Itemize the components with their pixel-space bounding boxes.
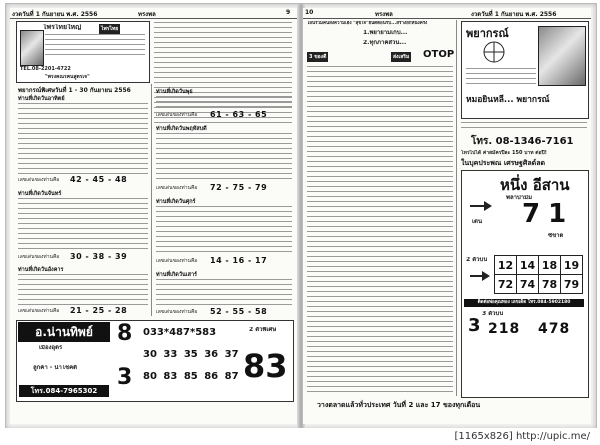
left-header-title: ทรงพล bbox=[138, 11, 156, 18]
ad-logo: ไพรไทย bbox=[101, 26, 119, 32]
right-page-header bbox=[303, 8, 591, 19]
sunday-heading: ท่านที่เกิดวันอาทิตย์ bbox=[18, 96, 65, 102]
grid-row bbox=[495, 275, 583, 294]
friday-text bbox=[156, 206, 292, 256]
three-digit-b: 478 bbox=[538, 321, 571, 337]
grid-cell: 74 bbox=[517, 275, 539, 294]
otop-label: OTOP bbox=[423, 49, 455, 60]
saturday-numbers-label: เลขเด่นของท่านคือ bbox=[156, 309, 198, 315]
monday-numbers-label: เลขเด่นของท่านคือ bbox=[18, 254, 60, 260]
right-page-footer: วางตลาดแล้วทั่วประเทศ วันที่ 2 และ 17 ของทุกเดือน bbox=[317, 401, 481, 409]
watermark: [1165x826] http://upic.me/ bbox=[0, 428, 600, 445]
astrology-subtitle: หมอยินหลี... พยากรณ์ bbox=[466, 95, 550, 105]
lotto-name: หนึ่ง อีสาน bbox=[500, 176, 570, 194]
forecast-heading: พยากรณ์พิเศษวันที่ 1 - 30 กันยายน 2556 bbox=[18, 87, 131, 94]
right-header-title: ทรงพล bbox=[375, 11, 393, 18]
astrology-promo: ในบุคประพณ เศรษฐศิลด์ลด bbox=[461, 159, 546, 167]
two-digit-grid bbox=[494, 255, 583, 294]
astrology-box bbox=[461, 21, 589, 119]
astrology-title: พยากรณ์ bbox=[466, 27, 509, 40]
left-page bbox=[10, 8, 298, 424]
special-label: 2 ตัวพิเศษ bbox=[249, 327, 277, 333]
tuesday-numbers-label: เลขเด่นของท่านคือ bbox=[18, 308, 60, 314]
tuesday-heading: ท่านที่เกิดวันอังคาร bbox=[18, 267, 64, 273]
seer-place: เมืองอุดร bbox=[39, 345, 63, 351]
astrology-text bbox=[466, 68, 536, 88]
monday-text bbox=[18, 198, 148, 253]
lead-digit-top: 8 bbox=[117, 321, 133, 346]
grid-cell: 78 bbox=[539, 275, 561, 294]
three-digit-label: 3 ตัวบน bbox=[482, 311, 504, 317]
right-page-number: 10 bbox=[305, 9, 314, 16]
tuesday-numbers: 21 - 25 - 28 bbox=[70, 306, 128, 315]
thursday-numbers-label: เลขเด่นของท่านคือ bbox=[156, 185, 198, 191]
bottom-lotto-ad bbox=[16, 320, 294, 402]
friday-numbers-label: เลขเด่นของท่านคือ bbox=[156, 258, 198, 264]
grid-cell: 18 bbox=[539, 256, 561, 275]
friday-heading: ท่านที่เกิดวันศุกร์ bbox=[156, 199, 196, 205]
grid-row bbox=[495, 256, 583, 275]
pointing-hand-icon bbox=[468, 197, 494, 215]
saturday-numbers: 52 - 55 - 58 bbox=[210, 307, 268, 316]
grid-cell: 72 bbox=[495, 275, 517, 294]
monday-numbers: 30 - 38 - 39 bbox=[70, 252, 128, 261]
otop-left-badge: 3 ของดี bbox=[309, 54, 327, 60]
saturday-heading: ท่านที่เกิดวันเสาร์ bbox=[156, 272, 198, 278]
lead-number: 71 bbox=[522, 199, 575, 229]
left-page-header bbox=[10, 8, 298, 19]
grid-cell: 79 bbox=[561, 275, 583, 294]
seer-sub: ลูกค้า - น่าโชคดี bbox=[33, 365, 78, 371]
saturday-text bbox=[156, 279, 292, 309]
pointing-hand-icon-2 bbox=[468, 267, 492, 285]
astrology-address bbox=[461, 122, 587, 132]
pair-value: 30 bbox=[143, 349, 157, 360]
sunday-numbers: 42 - 45 - 48 bbox=[70, 175, 128, 184]
wednesday-text-top bbox=[156, 96, 292, 111]
seer-phone: โทร.084-7965302 bbox=[19, 385, 109, 397]
lotto-box bbox=[461, 170, 589, 398]
grid-cell: 12 bbox=[495, 256, 517, 275]
sunday-numbers-label: เลขเด่นของท่านคือ bbox=[18, 177, 60, 183]
pair-value: 86 bbox=[204, 371, 219, 382]
grid-cell: 14 bbox=[517, 256, 539, 275]
pair-value: 33 bbox=[163, 349, 178, 360]
pair-value: 83 bbox=[163, 371, 178, 382]
wednesday-numbers: 61 - 63 - 65 bbox=[210, 110, 268, 119]
astrology-price: โทรไปได้ ค่าสมัครปีละ 150 บาท ต่อปี! bbox=[461, 150, 547, 156]
ad-text-lines bbox=[45, 34, 145, 59]
pair-value: 37 bbox=[224, 349, 239, 360]
wednesday-numbers-label: เลขเด่นของท่านคือ bbox=[156, 112, 198, 118]
two-digit-label: 2 ตัวบน bbox=[466, 257, 488, 263]
tuesday-text bbox=[18, 274, 148, 309]
right-page bbox=[303, 8, 591, 424]
thursday-text bbox=[156, 133, 292, 183]
pair-value: 85 bbox=[183, 371, 198, 382]
otop-mid-badge: ส่งเสริม bbox=[393, 54, 410, 60]
lotto-note: ติดต่อพ่อคุณทอง เลขเด็ด โทร.084-5902180 bbox=[464, 299, 584, 307]
monday-heading: ท่านที่เกิดวันจันทร์ bbox=[18, 191, 62, 197]
right-header-date: งวดวันที่ 1 กันยายน พ.ศ. 2556 bbox=[471, 11, 557, 18]
lotto-rule: พลาบ่ามีม bbox=[506, 195, 533, 201]
scanned-spread bbox=[5, 3, 597, 430]
astrology-phone: โทร. 08-1346-7161 bbox=[471, 136, 574, 147]
astrologer-photo bbox=[538, 26, 586, 86]
top-ad-box bbox=[16, 21, 150, 83]
pair-value: 80 bbox=[143, 371, 157, 382]
column-divider bbox=[151, 84, 152, 316]
three-digit-row: 033*487*583 bbox=[143, 327, 217, 338]
sunday-text bbox=[18, 103, 148, 178]
pair-row-1 bbox=[143, 349, 239, 360]
intro-headline: ไลน์รวมคนส่งความเฮง "สุขใจ"ยินดีตอนรับ...สร้างอีกหนึ่งครั้ง bbox=[307, 21, 428, 26]
right-article-text bbox=[307, 66, 453, 396]
left-header-date: งวดวันที่ 1 กันยายน พ.ศ. 2556 bbox=[12, 11, 98, 18]
three-digit-a: 218 bbox=[488, 321, 521, 337]
tail-label: ซีขาด bbox=[548, 233, 564, 239]
seer-name: อ.น่านทิพย์ bbox=[18, 322, 110, 342]
pair-row-2 bbox=[143, 371, 239, 382]
special-number: 83 bbox=[243, 347, 288, 385]
otop-line-1: 1.พยายามเก็บ... bbox=[363, 30, 408, 36]
left-page-number: 9 bbox=[286, 9, 291, 16]
zodiac-wheel-icon bbox=[482, 40, 506, 64]
thursday-numbers: 72 - 75 - 79 bbox=[210, 183, 268, 192]
right-column-divider bbox=[456, 20, 457, 396]
grid-cell: 19 bbox=[561, 256, 583, 275]
lead-digit-bottom: 3 bbox=[117, 365, 133, 390]
otop-line-2: 2.ทุกภาคส่วน... bbox=[363, 40, 407, 46]
pair-value: 87 bbox=[224, 371, 239, 382]
thursday-heading: ท่านที่เกิดวันพฤหัสบดี bbox=[156, 126, 207, 132]
ad-phone: TEL.08-2201-4722 bbox=[20, 66, 71, 72]
ad-photo bbox=[20, 30, 44, 66]
ad-name: ไพรไทยใหญ่ bbox=[43, 24, 82, 30]
three-digit-arrow: 3 bbox=[468, 315, 481, 336]
pair-value: 35 bbox=[183, 349, 198, 360]
ad-caption: "พรงคณรคนสูตรเจ" bbox=[45, 74, 90, 80]
lead-label: เด่น bbox=[472, 219, 483, 225]
friday-numbers: 14 - 16 - 17 bbox=[210, 256, 268, 265]
pair-value: 36 bbox=[204, 349, 219, 360]
wednesday-heading: ท่านที่เกิดวันพุธ bbox=[156, 89, 193, 95]
